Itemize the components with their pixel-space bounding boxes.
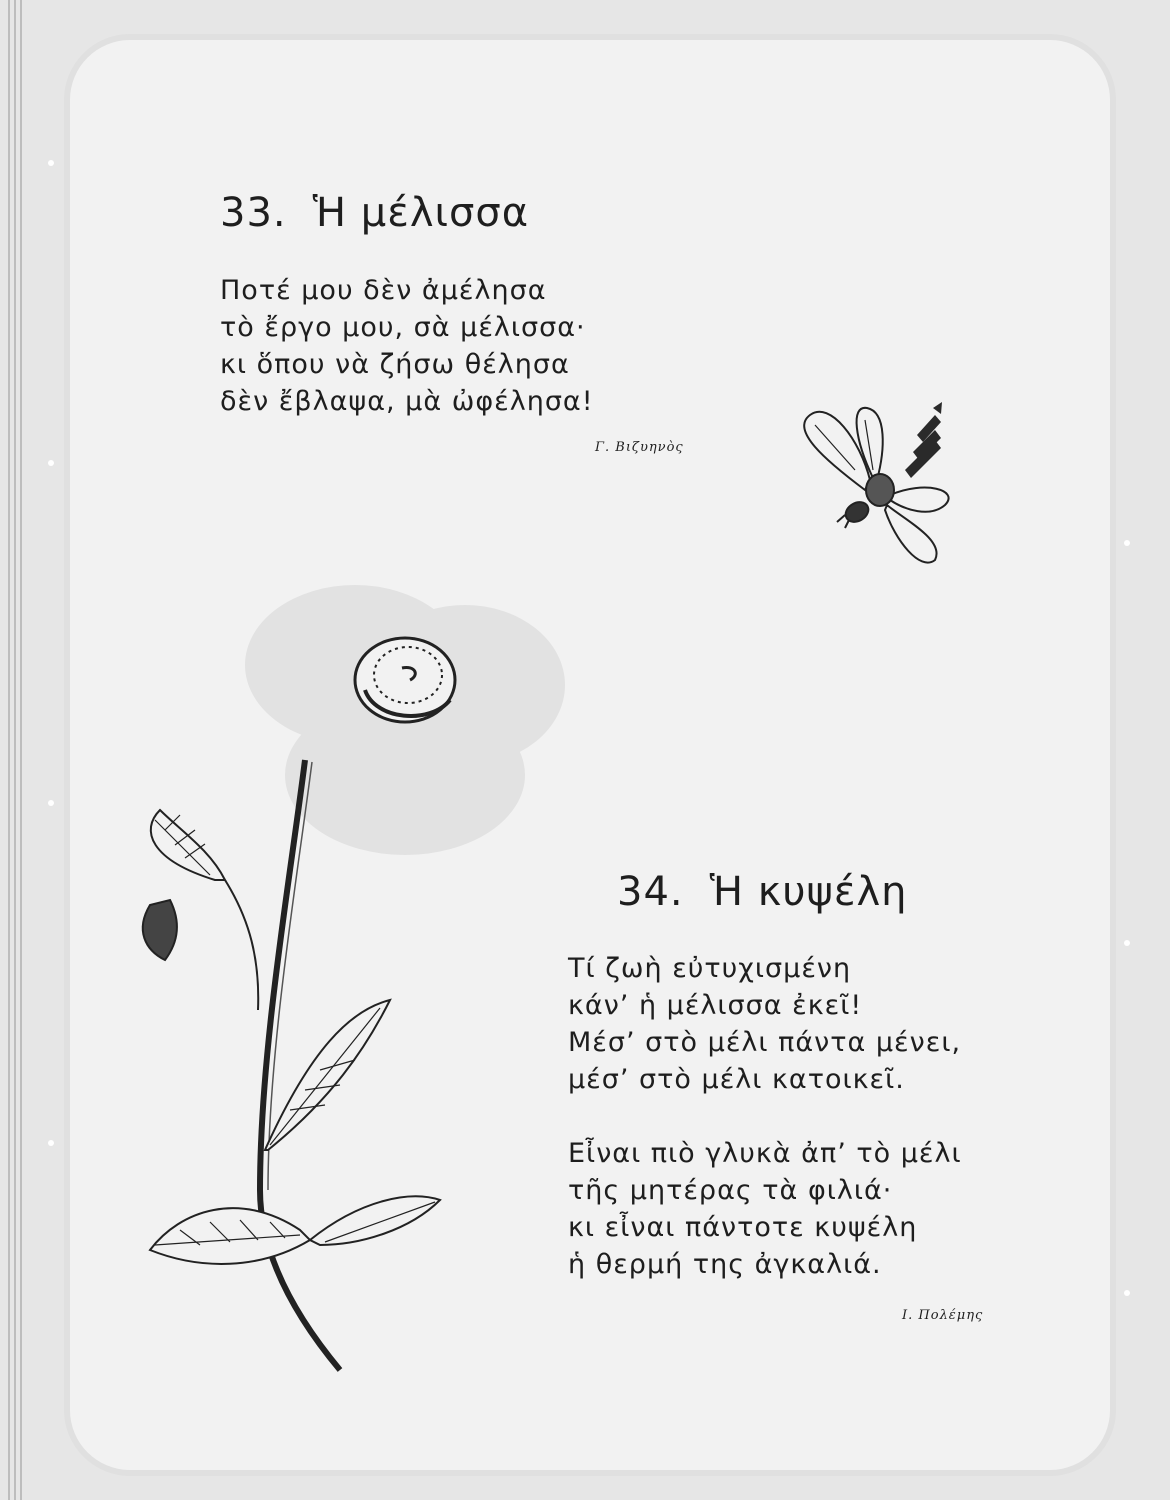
frame-dot: [48, 460, 54, 466]
frame-dot: [1124, 1290, 1130, 1296]
poem-title: Ἡ κυψέλη: [709, 869, 908, 915]
verse-line: Ποτέ μου δὲν ἀμέλησα: [220, 275, 547, 306]
verse-line: κάν’ ἡ μέλισσα ἐκεῖ!: [568, 990, 863, 1021]
verse-line: κι εἶναι πάντοτε κυψέλη: [568, 1212, 918, 1243]
poem-number: 33.: [220, 190, 287, 236]
verse-line: ἡ θερμή της ἀγκαλιά.: [568, 1249, 882, 1280]
verse-line: τὸ ἔργο μου, σὰ μέλισσα·: [220, 312, 586, 343]
poem-34-author: Ι. Πολέμης: [902, 1308, 984, 1323]
frame-dot: [1124, 540, 1130, 546]
poem-33-stanza: [220, 272, 594, 420]
poem-number: 34.: [617, 869, 684, 915]
page-edge: [14, 0, 16, 1500]
page-edge: [8, 0, 10, 1500]
verse-line: δὲν ἔβλαψα, μὰ ὠφέλησα!: [220, 386, 594, 417]
verse-line: κι ὅπου νὰ ζήσω θέλησα: [220, 349, 570, 380]
frame-dot: [1124, 940, 1130, 946]
frame-dot: [48, 1140, 54, 1146]
verse-line: τῆς μητέρας τὰ φιλιά·: [568, 1175, 893, 1206]
poem-34-stanza-2: [568, 1135, 962, 1283]
verse-line: Τί ζωὴ εὐτυχισμένη: [568, 953, 852, 984]
page-edge: [20, 0, 22, 1500]
poem-title: Ἡ μέλισσα: [312, 190, 530, 236]
verse-line: Μέσ’ στὸ μέλι πάντα μένει,: [568, 1027, 962, 1058]
poem-33-title: [220, 190, 529, 236]
poem-34-title: [617, 869, 908, 915]
frame-dot: [48, 800, 54, 806]
verse-line: μέσ’ στὸ μέλι κατοικεῖ.: [568, 1064, 905, 1095]
flower-drawing: [140, 630, 540, 1370]
bee-drawing: [795, 400, 985, 570]
frame-dot: [48, 160, 54, 166]
poem-33-author: Γ. Βιζυηνὸς: [595, 440, 684, 455]
verse-line: Εἶναι πιὸ γλυκὰ ἀπ’ τὸ μέλι: [568, 1138, 962, 1169]
poem-34-stanza-1: [568, 950, 961, 1098]
